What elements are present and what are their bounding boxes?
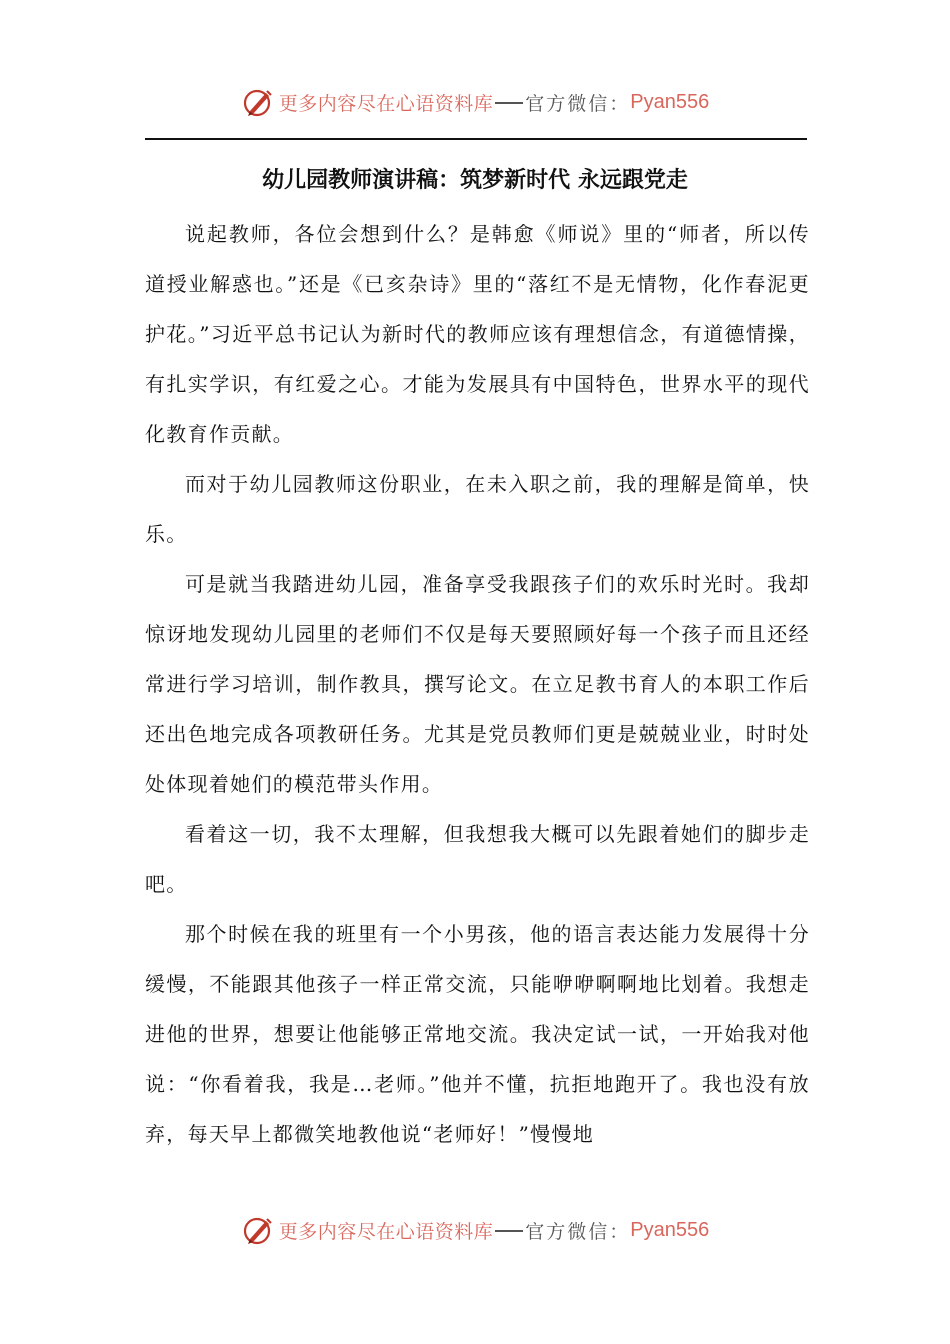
header-banner bbox=[0, 82, 950, 122]
pen-logo-icon bbox=[241, 85, 275, 119]
header-wechat-id: Pyan556 bbox=[630, 90, 710, 113]
paragraph-1: 说起教师，各位会想到什么？是韩愈《师说》里的“师者，所以传道授业解惑也。”还是《已亥杂诗》里的“落红不是无情物，化作春泥更护花。”习近平总书记认为新时代的教师应该有理想信念，有道德情操，有扎实学识，有红爱之心。才能为发展具有中国特色，世界水平的现代化教育作贡献。 bbox=[145, 222, 810, 446]
header-brand-text: 更多内容尽在心语资料库 bbox=[278, 92, 494, 115]
paragraph-3: 可是就当我踏进幼儿园，准备享受我跟孩子们的欢乐时光时。我却惊讶地发现幼儿园里的老师们不仅是每天要照顾好每一个孩子而且还经常进行学习培训，制作教具，撰写论文。在立足教书育人的本职工作后还出色地完成各项教研任务。尤其是党员教师们更是兢兢业业，时时处处体现着她们的模范带头作用。 bbox=[145, 572, 810, 796]
document-title: 幼儿园教师演讲稿：筑梦新时代 永远跟党走 bbox=[262, 168, 688, 193]
header-divider bbox=[145, 138, 807, 140]
paragraph-5: 那个时候在我的班里有一个小男孩，他的语言表达能力发展得十分缓慢，不能跟其他孩子一样正常交流，只能咿咿啊啊地比划着。我想走进他的世界，想要让他能够正常地交流。我决定试一试，一开始我对他说：“你看着我，我是…老师。”他并不懂，抗拒地跑开了。我也没有放弃，每天早上都微笑地教他说“老师好！”慢慢地 bbox=[145, 922, 810, 1146]
paragraph-2: 而对于幼儿园教师这份职业，在未入职之前，我的理解是简单，快乐。 bbox=[145, 472, 810, 546]
paragraph-4: 看着这一切，我不太理解，但我想我大概可以先跟着她们的脚步走吧。 bbox=[145, 822, 810, 896]
footer-banner bbox=[0, 1210, 950, 1250]
header-official-label: 官方微信： bbox=[525, 92, 631, 115]
document-body bbox=[145, 209, 810, 1159]
footer-brand-text: 更多内容尽在心语资料库 bbox=[278, 1220, 494, 1243]
footer-wechat-id: Pyan556 bbox=[630, 1218, 710, 1241]
footer-official-label: 官方微信： bbox=[525, 1220, 631, 1243]
footer-dash bbox=[495, 1230, 523, 1232]
header-dash bbox=[495, 102, 523, 104]
pen-logo-icon bbox=[241, 1213, 275, 1247]
